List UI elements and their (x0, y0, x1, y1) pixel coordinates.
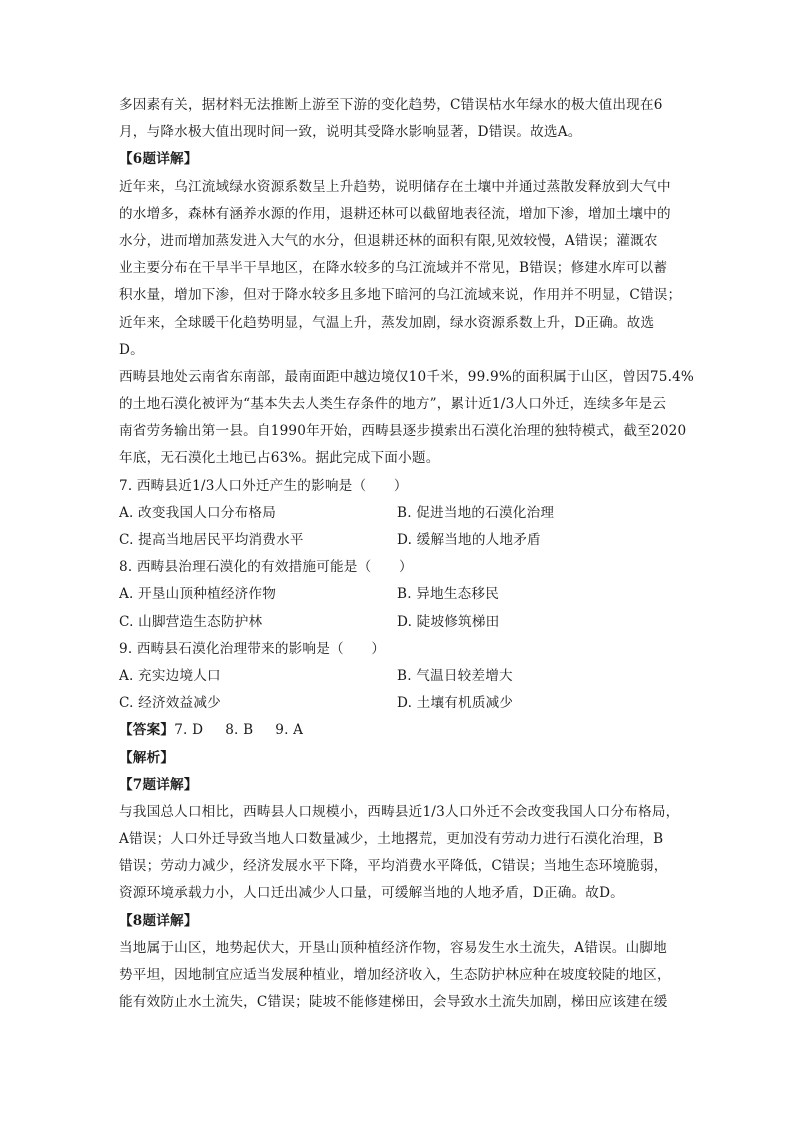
question-8-option-c: C. 山脚营造生态防护林 (119, 613, 263, 630)
q8-heading: 【8题详解】 (119, 912, 198, 929)
answer-item: 8. B (225, 722, 254, 739)
question-8-stem: 8. 西畴县治理石漠化的有效措施可能是（ ） (119, 559, 413, 576)
question-8-option-b: B. 异地生态移民 (397, 586, 499, 603)
q6-text-line: 近年来，乌江流域绿水资源系数呈上升趋势，说明储存在土壤中并通过蒸散发释放到大气中 (119, 178, 671, 195)
material-line: 西畴县地处云南省东南部，最南面距中越边境仅10千米，99.9%的面积属于山区，曾因75.4% (119, 368, 695, 385)
question-8-option-a: A. 开垦山顶种植经济作物 (119, 586, 276, 603)
q6-text-line: D。 (119, 341, 144, 358)
question-7-options-row (119, 527, 675, 554)
q7-heading: 【7题详解】 (119, 776, 198, 793)
question-8-options-row (119, 609, 675, 636)
question-7-option-d: D. 缓解当地的人地矛盾 (397, 532, 541, 548)
answer-item: 7. D (174, 722, 204, 739)
q6-text-line: 的水增多，森林有涵养水源的作用，退耕还林可以截留地表径流，增加下渗，增加土壤中的 (119, 205, 671, 222)
q6-text-line: 业主要分布在干旱半干旱地区，在降水较多的乌江流域并不常见，B错误；修建水库可以蓄 (119, 260, 668, 277)
question-7-options-row (119, 500, 675, 527)
q6-heading: 【6题详解】 (119, 151, 198, 168)
text-line: 月，与降水极大值出现时间一致，说明其受降水影响显著，D错误。故选A。 (119, 124, 582, 141)
question-7-option-a: A. 改变我国人口分布格局 (119, 504, 276, 521)
question-9-option-b: B. 气温日较差增大 (397, 667, 513, 684)
question-7-option-c: C. 提高当地居民平均消费水平 (119, 532, 304, 548)
q7-text-line: 错误；劳动力减少，经济发展水平下降，平均消费水平降低，C错误；当地生态环境脆弱， (119, 858, 668, 875)
question-9-options-row (119, 663, 675, 690)
question-8-option-d: D. 陡坡修筑梯田 (397, 613, 500, 630)
q6-text-line: 积水量，增加下渗，但对于降水较多且多地下暗河的乌江流域来说，作用并不明显，C错误； (119, 287, 682, 304)
answer-label: 【答案】 (119, 722, 175, 739)
text-line: 多因素有关，据材料无法推断上游至下游的变化趋势，C错误枯水年绿水的极大值出现在6 (119, 97, 663, 113)
question-9-stem: 9. 西畴县石漠化治理带来的影响是（ ） (119, 640, 386, 657)
question-9-option-d: D. 土壤有机质减少 (397, 695, 514, 712)
question-7-stem: 7. 西畴县近1/3人口外迁产生的影响是（ ） (119, 477, 408, 494)
q7-text-line: A错误；人口外迁导致当地人口数量减少，土地撂荒，更加没有劳动力进行石漠化治理，B (119, 831, 664, 848)
question-7-option-b: B. 促进当地的石漠化治理 (397, 504, 555, 521)
q7-text-line: 资源环境承载力小，人口迁出减少人口量，可缓解当地的人地矛盾，D正确。故D。 (119, 885, 624, 902)
analysis-heading: 【解析】 (119, 749, 175, 766)
material-line: 的土地石漠化被评为“基本失去人类生存条件的地方”，累计近1/3人口外迁，连续多年是云 (119, 396, 667, 413)
q8-text-line: 能有效防止水土流失，C错误；陡坡不能修建梯田，会导致水土流失加剧，梯田应该建在缓 (119, 994, 668, 1011)
question-9-options-row (119, 690, 675, 717)
material-line: 年底，无石漠化土地已占63%。据此完成下面小题。 (119, 450, 440, 467)
document-content (119, 92, 695, 1016)
material-line: 南省劳务输出第一县。自1990年开始，西畴县逐步摸索出石漠化治理的独特模式，截至2020 (119, 423, 687, 440)
q7-text-line: 与我国总人口相比，西畴县人口规模小，西畴县近1/3人口外迁不会改变我国人口分布格局， (119, 803, 680, 820)
answer-line (119, 717, 675, 744)
question-9-option-c: C. 经济效益减少 (119, 695, 221, 712)
answer-item: 9. A (275, 722, 304, 739)
question-8-options-row (119, 581, 675, 608)
question-9-option-a: A. 充实边境人口 (119, 667, 221, 684)
q8-text-line: 当地属于山区，地势起伏大，开垦山顶种植经济作物，容易发生水土流失，A错误。山脚地 (119, 939, 667, 956)
q6-text-line: 水分，进而增加蒸发进入大气的水分，但退耕还林的面积有限,见效较慢，A错误；灌溉农 (119, 232, 658, 249)
q8-text-line: 势平坦，因地制宜应适当发展种植业，增加经济收入，生态防护林应种在坡度较陡的地区， (119, 967, 671, 983)
q6-text-line: 近年来，全球暖干化趋势明显，气温上升，蒸发加剧，绿水资源系数上升，D正确。故选 (119, 314, 655, 331)
